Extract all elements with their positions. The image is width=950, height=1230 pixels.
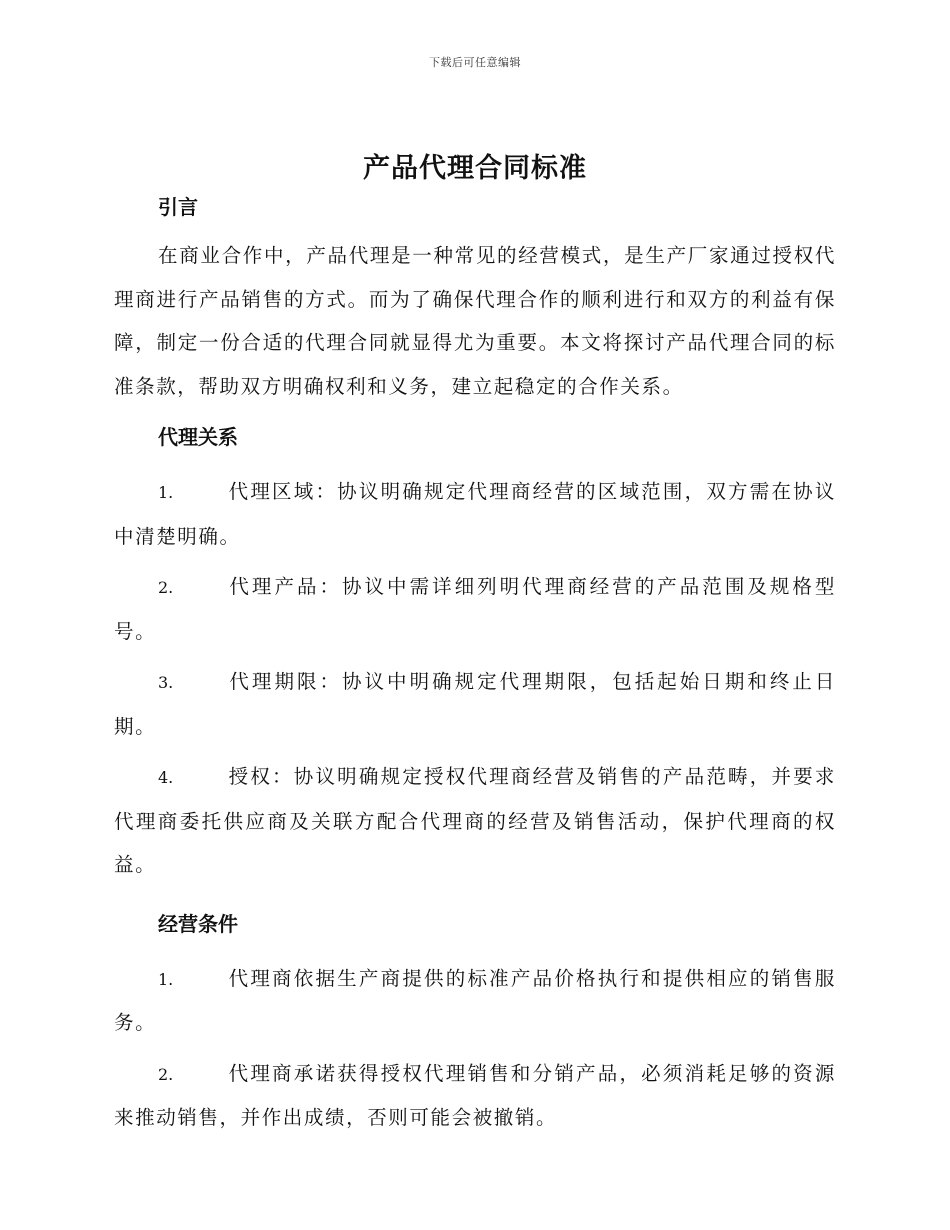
list-item-number: 2. [158,578,174,597]
section-heading-conditions: 经营条件 [158,911,238,936]
list-item-number: 1. [158,483,174,502]
document-title: 产品代理合同标准 [363,153,587,184]
list-item-text: 代理期限：协议中明确规定代理期限，包括起始日期和终止日期。 [114,670,836,738]
list-item-text: 代理产品：协议中需详细列明代理商经营的产品范围及规格型号。 [114,575,836,643]
header-note: 下载后可任意编辑 [429,56,521,69]
list-item [114,957,836,1045]
list-item-number: 3. [158,673,174,692]
list-item [114,660,836,748]
list-item-number: 2. [158,1064,174,1084]
intro-paragraph: 在商业合作中，产品代理是一种常见的经营模式，是生产厂家通过授权代理商进行产品销售的方式。而为了确保代理合作的顺利进行和双方的利益有保障，制定一份合适的代理合同就显得尤为重要。本文将探讨产品代理合同的标准条款，帮助双方明确权利和义务，建立起稳定的合作关系。 [114,244,836,398]
list-item [114,755,836,887]
section-heading-intro: 引言 [158,195,198,219]
list-item-text: 代理商依据生产商提供的标准产品价格执行和提供相应的销售服务。 [114,966,836,1034]
document-body [114,192,836,1140]
list-item [114,470,836,558]
list-item-text: 授权：协议明确规定授权代理商经营及销售的产品范畴，并要求代理商委托供应商及关联方配合代理商的经营及销售活动，保护代理商的权益。 [114,765,836,876]
section-heading-agency: 代理关系 [158,425,238,449]
list-item-text: 代理商承诺获得授权代理销售和分销产品，必须消耗足够的资源来推动销售，并作出成绩，否则可能会被撤销。 [114,1061,836,1129]
list-item-number: 1. [158,969,174,989]
list-item [114,1052,836,1140]
list-item-text: 代理区域：协议明确规定代理商经营的区域范围，双方需在协议中清楚明确。 [114,480,836,548]
list-item-number: 4. [158,768,174,787]
list-item [114,565,836,653]
